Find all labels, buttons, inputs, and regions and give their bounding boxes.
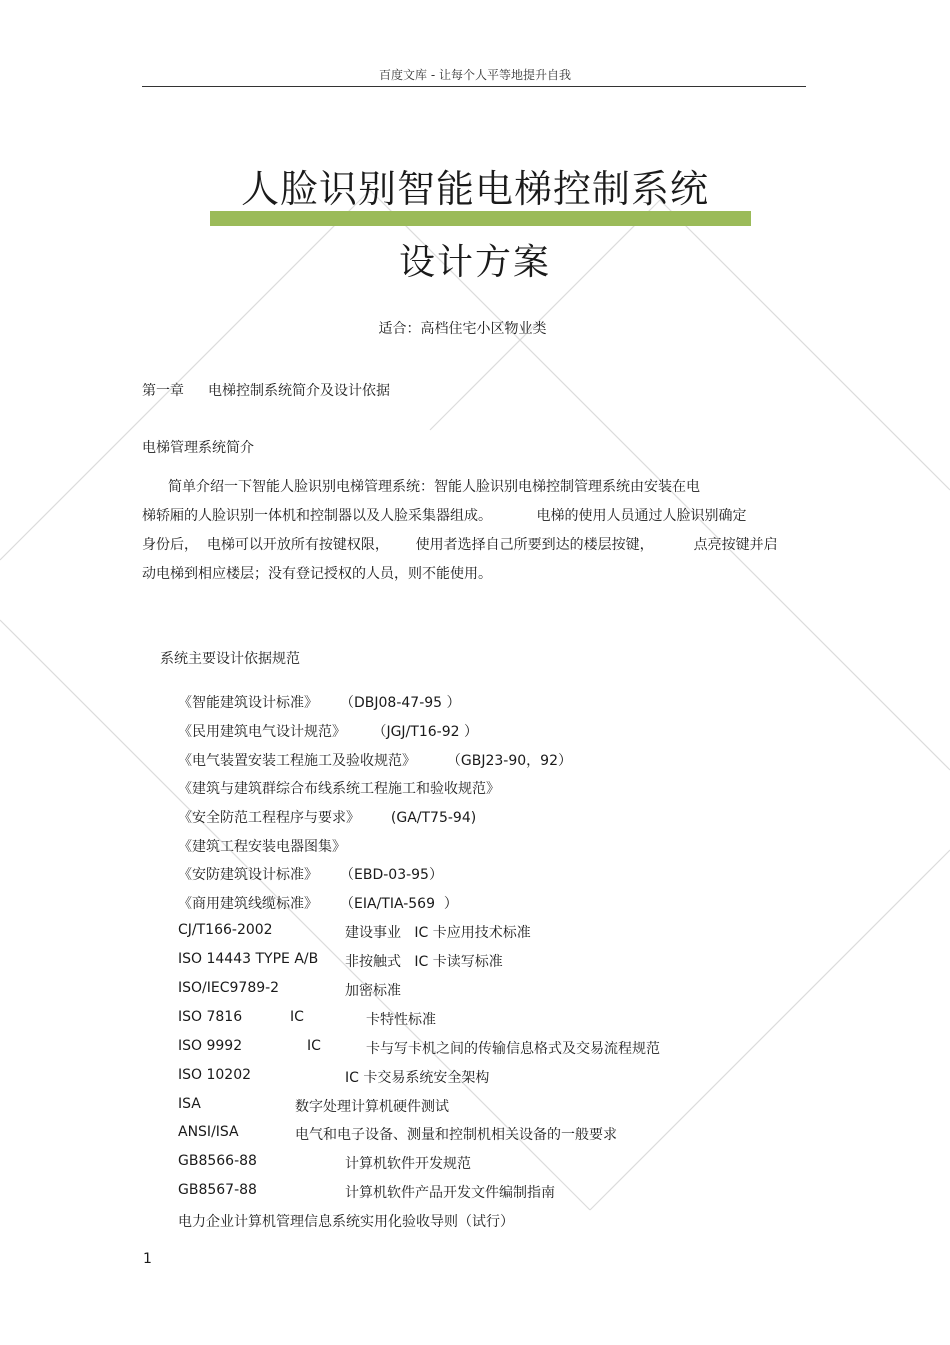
standard-desc: 计算机软件开发规范 — [345, 1156, 471, 1172]
title-accent-bar — [210, 211, 751, 226]
standard-row — [178, 692, 461, 712]
standard-row — [178, 836, 346, 856]
standard-name: 《商用建筑线缆标准》 — [178, 896, 318, 912]
standard-row — [178, 1096, 778, 1116]
standard-desc: 建设事业 IC 卡应用技术标准 — [345, 925, 531, 941]
standard-row — [178, 1182, 778, 1202]
suitable-for: 适合：高档住宅小区物业类 — [378, 321, 547, 337]
standard-row — [178, 778, 500, 798]
standard-code: （JGJ/T16-92 ） — [368, 724, 478, 740]
standard-desc: 加密标准 — [345, 983, 401, 999]
standard-mid: IC — [290, 1009, 304, 1025]
standard-name: 电力企业计算机管理信息系统实用化验收导则（试行） — [178, 1214, 514, 1230]
standard-row — [178, 721, 478, 741]
standard-desc: IC 卡交易系统安全架构 — [345, 1070, 490, 1086]
standard-code: ISA — [178, 1096, 201, 1112]
intro-line: 动电梯到相应楼层；没有登记授权的人员，则不能使用。 — [142, 566, 492, 582]
standard-row — [178, 1009, 778, 1029]
standard-row — [178, 1124, 778, 1144]
standard-code: ISO 10202 — [178, 1067, 252, 1083]
page-number: 1 — [143, 1251, 152, 1267]
intro-line: 身份后， 电梯可以开放所有按键权限， 使用者选择自己所要到达的楼层按键， 点亮按键并启 — [142, 537, 778, 553]
standard-name: 《电气装置安装工程施工及验收规范》 — [178, 753, 416, 769]
standard-row — [178, 864, 443, 884]
section-title: 电梯管理系统简介 — [142, 440, 254, 456]
standard-name: 《智能建筑设计标准》 — [178, 695, 318, 711]
chapter-heading — [142, 380, 390, 400]
standard-row — [178, 1211, 514, 1231]
standard-code: （DBJ08-47-95 ） — [340, 695, 461, 711]
standard-row — [178, 980, 778, 1000]
standard-name: 《民用建筑电气设计规范》 — [178, 724, 346, 740]
standard-row — [178, 951, 778, 971]
standard-name: 《建筑工程安装电器图集》 — [178, 839, 346, 855]
standard-row — [178, 893, 458, 913]
standard-row — [178, 1067, 778, 1087]
standard-name: 《安防建筑设计标准》 — [178, 867, 318, 883]
standard-row — [178, 750, 572, 770]
page-header: 百度文库 - 让每个人平等地提升自我 — [379, 68, 571, 82]
standard-desc: 非按触式 IC 卡读写标准 — [345, 954, 503, 970]
standard-desc: 数字处理计算机硬件测试 — [295, 1099, 449, 1115]
standard-code: （EBD-03-95） — [340, 867, 443, 883]
standard-code: （GBJ23-90，92） — [438, 753, 572, 769]
standard-code: GB8567-88 — [178, 1182, 257, 1198]
basis-title: 系统主要设计依据规范 — [160, 651, 300, 667]
standard-code: ISO 14443 TYPE A/B — [178, 951, 319, 967]
standard-name: 《安全防范工程程序与要求》 — [178, 810, 360, 826]
standard-code: （EIA/TIA-569 ） — [340, 896, 458, 912]
standard-code: ISO 9992 — [178, 1038, 243, 1054]
document-title: 人脸识别智能电梯控制系统 — [240, 167, 709, 211]
standard-name: 《建筑与建筑群综合布线系统工程施工和验收规范》 — [178, 781, 500, 797]
standard-mid: IC — [307, 1038, 321, 1054]
document-subtitle: 设计方案 — [398, 242, 551, 283]
standard-row — [178, 807, 476, 827]
standard-desc: 计算机软件产品开发文件编制指南 — [345, 1185, 555, 1201]
standard-code: ISO 7816 — [178, 1009, 243, 1025]
chapter-number: 第一章 — [142, 383, 184, 399]
standard-desc: 卡与写卡机之间的传输信息格式及交易流程规范 — [366, 1041, 660, 1057]
intro-line: 简单介绍一下智能人脸识别电梯管理系统：智能人脸识别电梯控制管理系统由安装在电 — [168, 479, 700, 495]
standard-code: CJ/T166-2002 — [178, 922, 273, 938]
standard-code: ISO/IEC9789-2 — [178, 980, 280, 996]
standard-code: GB8566-88 — [178, 1153, 257, 1169]
standard-desc: 卡特性标准 — [366, 1012, 436, 1028]
standard-row — [178, 1153, 778, 1173]
standard-desc: 电气和电子设备、测量和控制机相关设备的一般要求 — [295, 1127, 617, 1143]
intro-line: 梯轿厢的人脸识别一体机和控制器以及人脸采集器组成。 电梯的使用人员通过人脸识别确定 — [142, 508, 747, 524]
standard-code: ANSI/ISA — [178, 1124, 239, 1140]
standard-row — [178, 1038, 778, 1058]
standard-code: (GA/T75-94) — [382, 810, 477, 826]
standard-row — [178, 922, 778, 942]
chapter-title: 电梯控制系统简介及设计依据 — [208, 383, 390, 399]
header-divider — [142, 86, 806, 87]
